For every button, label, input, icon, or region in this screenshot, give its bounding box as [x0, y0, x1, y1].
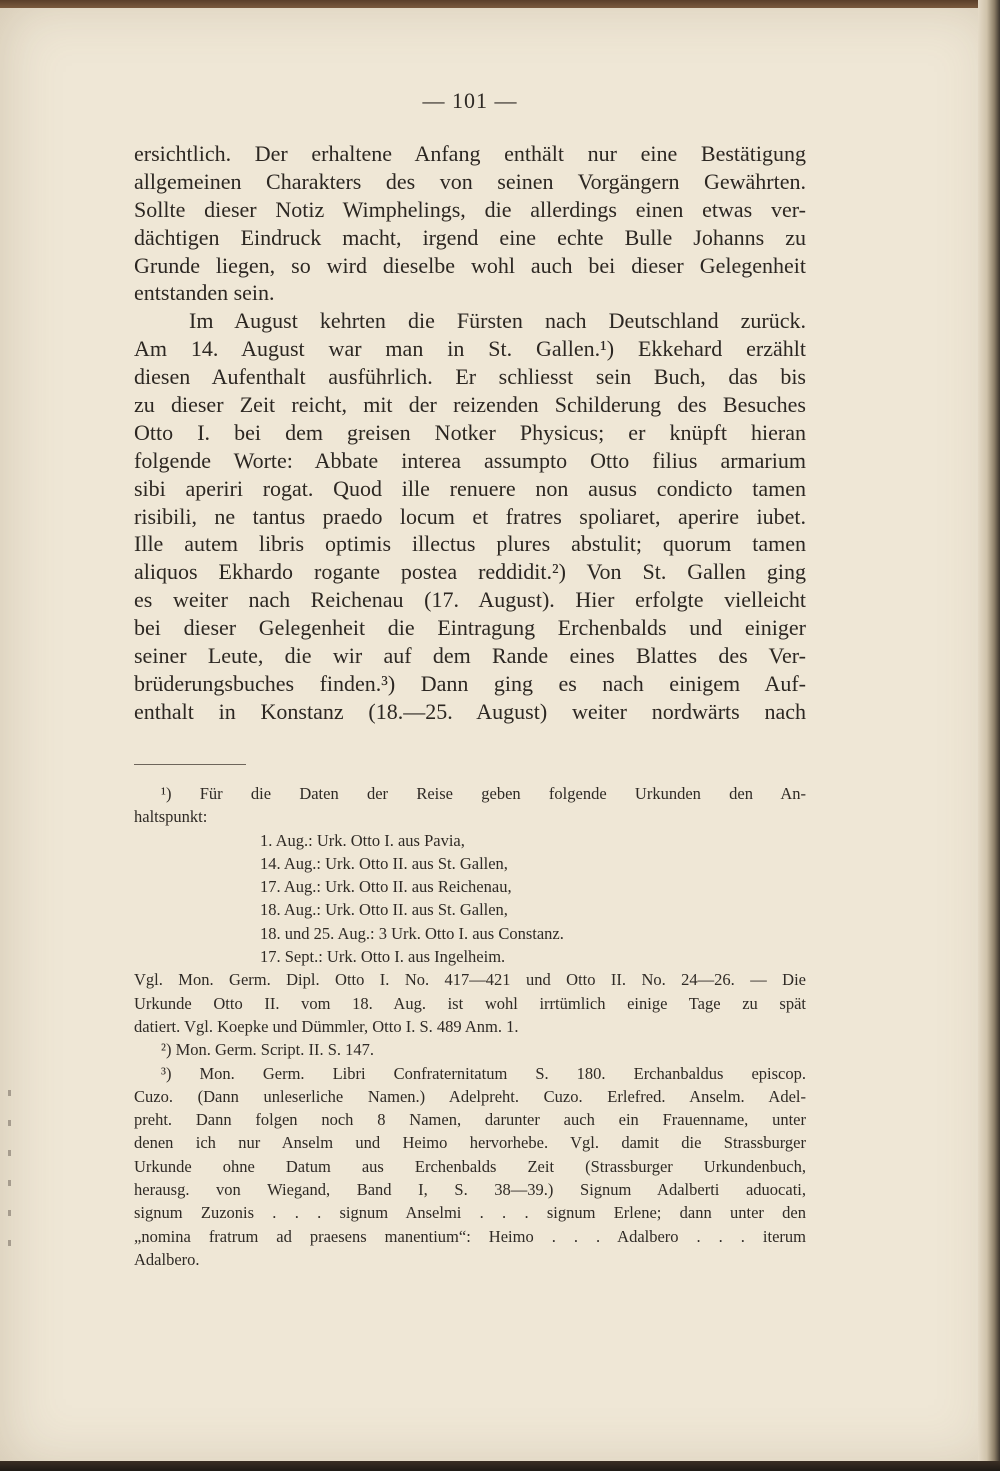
footnote-3-line: signum Zuzonis . . . signum Anselmi . . . signum Erlene; dann unter den: [134, 1203, 806, 1223]
text-line: entstanden sein.: [134, 280, 275, 306]
text-line: Grunde liegen, so wird dieselbe wohl auch bei dieser Gelegenheit: [134, 252, 806, 278]
footnote-date-entry: 18. Aug.: Urk. Otto II. aus St. Gallen,: [260, 900, 508, 920]
footnote-1-line: Urkunde Otto II. vom 18. Aug. ist wohl irrtümlich einige Tage zu spät: [134, 993, 806, 1013]
text-line: bei dieser Gelegenheit die Eintragung Erchenbalds und einiger: [134, 615, 806, 641]
text-line: diesen Aufenthalt ausführlich. Er schliesst sein Buch, das bis: [134, 364, 806, 390]
footnote-3-line: herausg. von Wiegand, Band I, S. 38—39.) Signum Adalberti aduocati,: [134, 1180, 806, 1200]
text-line: brüderungsbuches finden.³) Dann ging es nach einigem Auf-: [134, 670, 806, 696]
footnote-3-line: ³) Mon. Germ. Libri Confraternitatum S. 180. Erchanbaldus episcop.: [161, 1063, 806, 1083]
text-line: enthalt in Konstanz (18.—25. August) weiter nordwärts nach: [134, 698, 806, 724]
text-line: sibi aperiri rogat. Quod ille renuere non ausus condicto tamen: [134, 475, 806, 501]
text-line: allgemeinen Charakters des von seinen Vorgängern Gewährten.: [134, 168, 806, 194]
footnote-3-line: Adalbero.: [134, 1249, 200, 1269]
footnote-3-line: „nomina fratrum ad praesens manentium“: Heimo . . . Adalbero . . . iterum: [134, 1226, 806, 1246]
footnote-3-line: preht. Dann folgen noch 8 Namen, darunter auch ein Frauenname, unter: [134, 1110, 806, 1130]
footnotes: [134, 782, 806, 1271]
text-line: seiner Leute, die wir auf dem Rande eines Blattes des Ver-: [134, 643, 806, 669]
footnote-3-line: Urkunde ohne Datum aus Erchenbalds Zeit (Strassburger Urkundenbuch,: [134, 1156, 806, 1176]
text-line: dächtigen Eindruck macht, irgend eine echte Bulle Johanns zu: [134, 224, 806, 250]
footnote-date-entry: 17. Sept.: Urk. Otto I. aus Ingelheim.: [260, 947, 506, 967]
text-line: folgende Worte: Abbate interea assumpto Otto filius armarium: [134, 447, 806, 473]
text-line: Sollte dieser Notiz Wimphelings, die allerdings einen etwas ver-: [134, 196, 806, 222]
footnote-3-line: Cuzo. (Dann unleserliche Namen.) Adelpreht. Cuzo. Erlefred. Anselm. Adel-: [134, 1086, 806, 1106]
text-line: Otto I. bei dem greisen Notker Physicus; er knüpft hieran: [134, 419, 806, 445]
text-line: aliquos Ekhardo rogante postea reddidit.²) Von St. Gallen ging: [134, 559, 806, 585]
footnote-3-line: denen ich nur Anselm und Heimo hervorhebe. Vgl. damit die Strassburger: [134, 1133, 806, 1153]
main-text: [134, 140, 806, 726]
footnote-date-entry: 18. und 25. Aug.: 3 Urk. Otto I. aus Constanz.: [260, 923, 564, 943]
text-line: zu dieser Zeit reicht, mit der reizenden Schilderung des Besuches: [134, 392, 806, 418]
text-line: ersichtlich. Der erhaltene Anfang enthält nur eine Bestätigung: [134, 141, 806, 166]
page-top-edge: [0, 0, 1000, 8]
page-number: — 101 —: [422, 88, 518, 113]
footnote-date-entry: 1. Aug.: Urk. Otto I. aus Pavia,: [260, 830, 465, 850]
page-gutter-shadow: [978, 0, 1000, 1471]
footnote-date-entry: 14. Aug.: Urk. Otto II. aus St. Gallen,: [260, 853, 508, 873]
footnote-1-line: Vgl. Mon. Germ. Dipl. Otto I. No. 417—421 und Otto II. No. 24—26. — Die: [134, 970, 806, 990]
footnote-date-entry: 17. Aug.: Urk. Otto II. aus Reichenau,: [260, 877, 512, 897]
page-bottom-edge: [0, 1461, 1000, 1471]
paragraph-start-line: Im August kehrten die Fürsten nach Deutschland zurück.: [189, 308, 806, 334]
text-line: Am 14. August war man in St. Gallen.¹) Ekkehard erzählt: [134, 336, 806, 362]
footnote-2: ²) Mon. Germ. Script. II. S. 147.: [161, 1040, 375, 1060]
text-line: es weiter nach Reichenau (17. August). Hier erfolgte vielleicht: [134, 587, 806, 613]
text-line: risibili, ne tantus praedo locum et fratres spoliaret, aperire iubet.: [134, 503, 806, 529]
footnote-divider: [134, 764, 246, 765]
footnote-1-line: datiert. Vgl. Koepke und Dümmler, Otto I. S. 489 Anm. 1.: [134, 1016, 519, 1036]
footnote-1-line: haltspunkt:: [134, 807, 208, 827]
text-line: Ille autem libris optimis illectus plures abstulit; quorum tamen: [134, 531, 806, 557]
footnote-1-line: ¹) Für die Daten der Reise geben folgende Urkunden den An-: [161, 784, 806, 803]
margin-marks: [8, 1090, 11, 1270]
